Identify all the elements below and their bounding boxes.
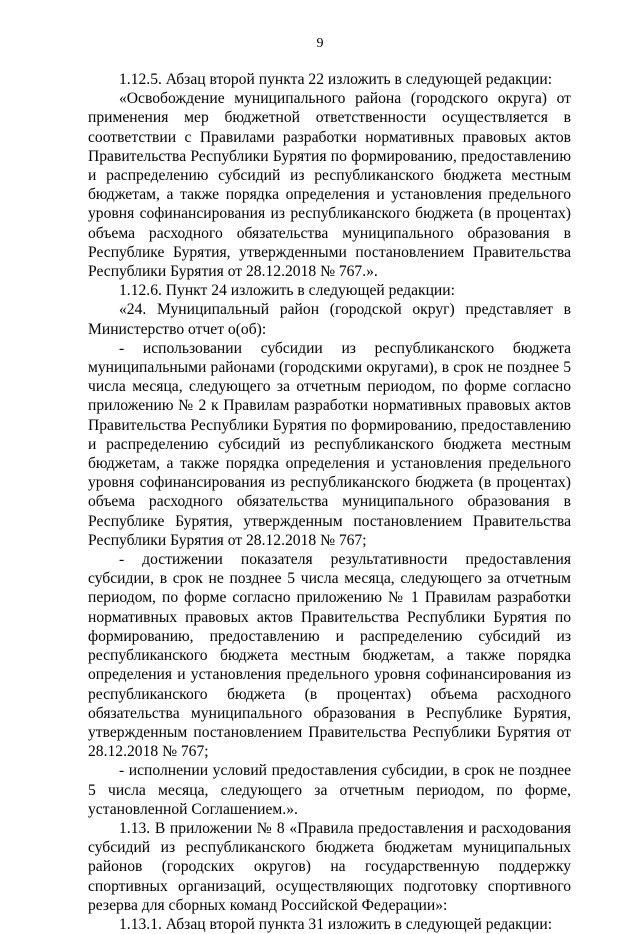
paragraph-1-13: 1.13. В приложении № 8 «Правила предоставления и расходования субсидий из республиканского бюджета бюджетам муниципальных районов (городских округов) на государственную поддержку спортивных организаций, осуществляющих подготовку спортивного резерва для сборных команд Российской Федерации»: [88, 819, 571, 914]
paragraph-1-13-1: 1.13.1. Абзац второй пункта 31 изложить в следующей редакции: [119, 915, 553, 933]
paragraph-1-12-5: 1.12.5. Абзац второй пункта 22 изложить в следующей редакции: [119, 71, 553, 88]
paragraph-1-12-6: 1.12.6. Пункт 24 изложить в следующей редакции: [119, 282, 455, 300]
paragraph-quote-exemption: «Освобождение муниципального района (городского округа) от применения мер бюджетной ответственности осуществляется в соответствии с Правилами разработки нормативных правовых актов Правительства Республики Бурятия по формированию, предоставлению и распределению субсидий из республиканского бюджета местным бюджетам, а также порядка определения и установления предельного уровня софинансирования из республиканского бюджета (в процентах) объема расходного обязательства муниципального образования в Республике Бурятия, утвержденными постановлением Правительства Республики Бурятия от 28.12.2018 № 767.». [88, 90, 571, 281]
list-item-performance-indicator: - достижении показателя результативности предоставления субсидии, в срок не позднее 5 числа месяца, следующего за отчетным периодом, по форме согласно приложению № 1 Правилам разработки нормативных правовых актов Правительства Республики Бурятия по формированию, предоставлению и распределению субсидий из республиканского бюджета местным бюджетам, а также порядка определения и установления предельного уровня софинансирования из республиканского бюджета (в процентах) объема расходного обязательства муниципального образования в Республике Бурятия, утвержденным постановлением Правительства Республики Бурятия от 28.12.2018 № 767; [88, 551, 571, 761]
document-body [88, 70, 571, 934]
list-item-subsidy-usage: - использовании субсидии из республиканского бюджета муниципальными районами (городскими округами), в срок не позднее 5 числа месяца, следующего за отчетным периодом, по форме согласно приложению № 2 к Правилам разработки нормативных правовых актов Правительства Республики Бурятия по формированию, предоставлению и распределению субсидий из республиканского бюджета местным бюджетам, а также порядка определения и установления предельного уровня софинансирования из республиканского бюджета (в процентах) объема расходного обязательства муниципального образования в Республике Бурятия, утвержденным постановлением Правительства Республики Бурятия от 28.12.2018 № 767; [88, 339, 571, 549]
list-item-conditions-fulfillment: - исполнении условий предоставления субсидии, в срок не позднее 5 числа месяца, следующего за отчетным периодом, по форме, установленной Соглашением.». [88, 762, 571, 818]
page-number: 9 [316, 36, 324, 51]
paragraph-quote-24: «24. Муниципальный район (городской округ) представляет в Министерство отчет о(об): [88, 301, 571, 338]
